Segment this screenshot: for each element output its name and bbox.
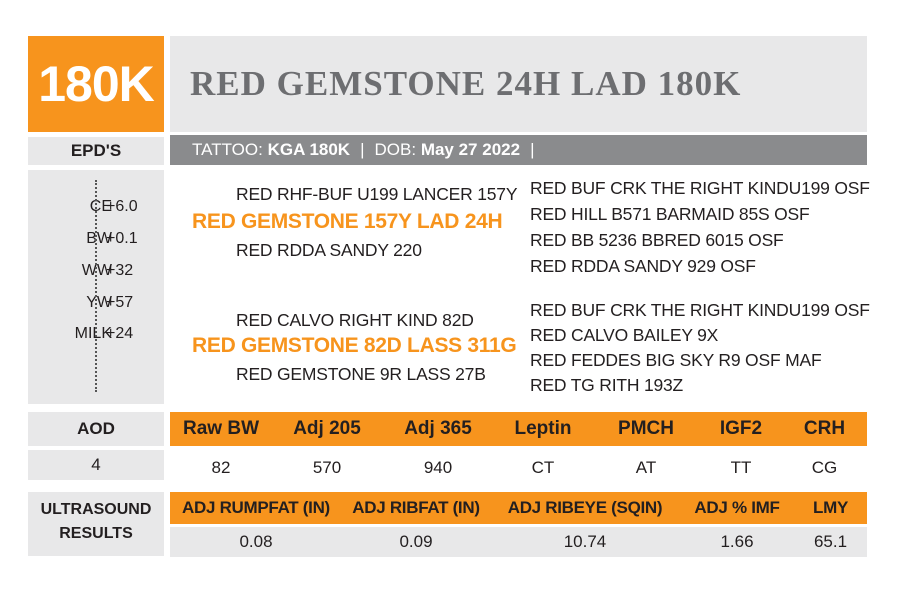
pedigree-dam-sire: RED CALVO RIGHT KIND 82D xyxy=(236,310,474,330)
pedigree-sire-sire: RED RHF-BUF U199 LANCER 157Y xyxy=(236,184,518,204)
pedigree-dam-sire-dam: RED CALVO BAILEY 9X xyxy=(530,325,719,345)
pedigree-dam-sire-sire: RED BUF CRK THE RIGHT KINDU199 OSF xyxy=(530,300,870,320)
epd-heading: EPD'S xyxy=(28,137,164,165)
id-bar xyxy=(170,135,867,165)
pedigree-dam: RED GEMSTONE 82D LASS 311G xyxy=(192,334,517,357)
pedigree-sire-sire-sire: RED BUF CRK THE RIGHT KINDU199 OSF xyxy=(530,178,870,198)
pedigree-sire-dam: RED RDDA SANDY 220 xyxy=(236,240,422,260)
trait-header: PMCH xyxy=(618,418,674,439)
separator: | xyxy=(360,140,365,159)
trait-value: 570 xyxy=(312,458,342,477)
pedigree-panel xyxy=(170,170,870,404)
animal-title: RED GEMSTONE 24H LAD 180K xyxy=(170,36,867,132)
pedigree-sire-sire-dam: RED HILL B571 BARMAID 85S OSF xyxy=(530,204,810,224)
epd-value: +32 xyxy=(106,262,134,279)
epd-value: +0.1 xyxy=(106,230,138,247)
ultrasound-value: 0.09 xyxy=(399,532,433,551)
ultrasound-label xyxy=(28,492,164,556)
epd-divider xyxy=(95,180,97,392)
ultrasound-value: 1.66 xyxy=(720,532,754,551)
pedigree-dam-dam: RED GEMSTONE 9R LASS 27B xyxy=(236,364,486,384)
trait-header-row xyxy=(170,412,867,446)
epd-value: +24 xyxy=(106,325,134,342)
epd-label: BW xyxy=(86,230,112,247)
pedigree-dam-dam-dam: RED TG RITH 193Z xyxy=(530,375,684,395)
trait-header: CRH xyxy=(803,418,846,439)
ultrasound-label-line1: ULTRASOUND xyxy=(40,501,152,518)
dob-value: May 27 2022 xyxy=(420,140,521,159)
pedigree-dam-dam-sire: RED FEDDES BIG SKY R9 OSF MAF xyxy=(530,350,822,370)
epd-label: MILK xyxy=(74,325,112,342)
trait-value: TT xyxy=(730,458,752,477)
aod-label: AOD xyxy=(28,412,164,446)
ultrasound-header: ADJ RIBEYE (SQIN) xyxy=(507,498,663,517)
trait-header: Raw BW xyxy=(183,418,259,439)
tattoo-label: TATTOO: xyxy=(192,140,263,159)
pedigree-sire-dam-dam: RED RDDA SANDY 929 OSF xyxy=(530,256,756,276)
epd-label: WW xyxy=(81,262,112,279)
trait-header: Adj 365 xyxy=(404,418,472,439)
ultrasound-value: 0.08 xyxy=(239,532,273,551)
trait-value-row xyxy=(170,450,867,486)
ultrasound-header-row xyxy=(170,492,867,524)
ultrasound-value-row xyxy=(170,527,867,557)
ultrasound-header: ADJ RIBFAT (IN) xyxy=(352,498,480,517)
ultrasound-header: ADJ % IMF xyxy=(694,498,780,517)
separator-end: | xyxy=(530,140,535,159)
ultrasound-header: ADJ RUMPFAT (IN) xyxy=(182,498,330,517)
trait-value: 940 xyxy=(423,458,453,477)
epd-label: CE xyxy=(89,198,112,215)
epd-value: +57 xyxy=(106,294,134,311)
trait-value: CT xyxy=(531,458,555,477)
tattoo-value: KGA 180K xyxy=(267,140,351,159)
ultrasound-label-line2: RESULTS xyxy=(59,525,133,542)
trait-header: Adj 205 xyxy=(293,418,361,439)
pedigree-sire-dam-sire: RED BB 5236 BBRED 6015 OSF xyxy=(530,230,784,250)
trait-header: Leptin xyxy=(514,418,572,439)
dob-label: DOB: xyxy=(374,140,417,159)
pedigree-sire: RED GEMSTONE 157Y LAD 24H xyxy=(192,210,503,233)
lot-number: 180K xyxy=(28,36,164,132)
trait-value: CG xyxy=(811,458,838,477)
aod-value: 4 xyxy=(28,450,164,480)
trait-value: AT xyxy=(635,458,657,477)
ultrasound-header: LMY xyxy=(813,498,848,517)
trait-header: IGF2 xyxy=(719,418,763,439)
trait-value: 82 xyxy=(211,458,231,477)
epd-label: YW xyxy=(86,294,112,311)
ultrasound-value: 65.1 xyxy=(813,532,848,551)
ultrasound-value: 10.74 xyxy=(563,532,607,551)
epd-value: +6.0 xyxy=(106,198,138,215)
